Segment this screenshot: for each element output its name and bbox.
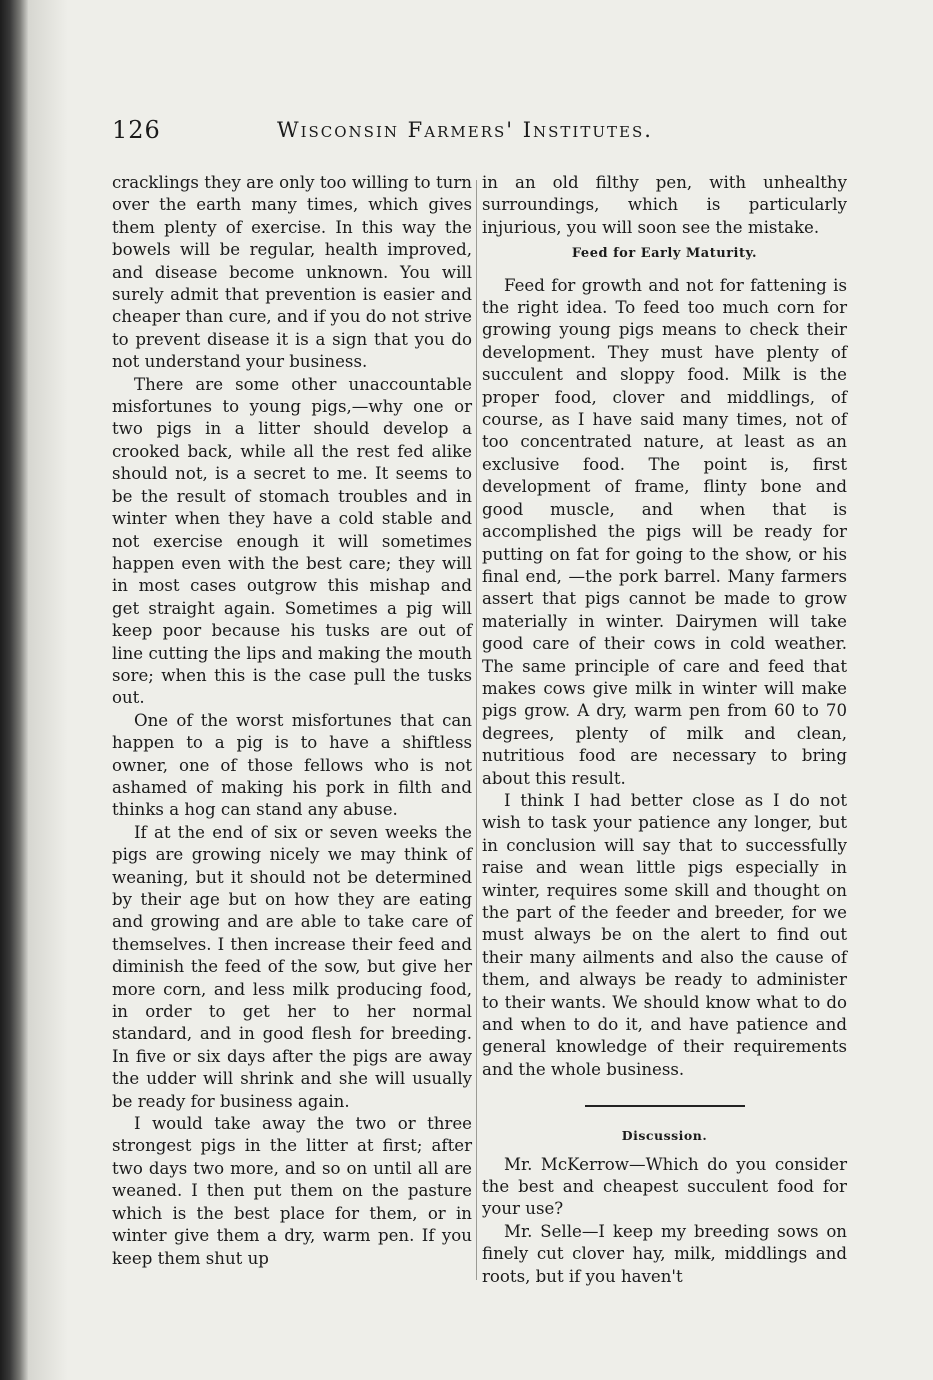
paragraph: If at the end of six or seven weeks the pigs are growing nicely we may think of weaning, but it should not be determined by their age but on how they are eating and growing and are able to take care of themselves. I then increase their feed and diminish the feed of the sow, but give her more corn, and less milk producing food, in order to get her to her normal standard, and in good flesh for breeding. In five or six days after the pigs are away the udder will shrink and she will usually be ready for business again.: [112, 822, 472, 1111]
page-header: [112, 116, 712, 156]
right-column: [482, 172, 847, 1288]
paragraph: Feed for growth and not for fattening is the right idea. To feed too much corn for growing young pigs means to check their development. They must have plenty of succulent and sloppy food. Milk is the proper food, clover and middlings, of course, as I have said many times, not of too concentrated nature, at least as an exclusive food. The point is, first development of frame, flinty bone and good muscle, and when that is accomplished the pigs will be ready for putting on fat for going to the show, or his final end, —the pork barrel. Many farmers assert that pigs cannot be made to grow materially in winter. Dairymen will take good care of their cows in cold weather. The same principle of care and feed that makes cows give milk in winter will make pigs grow. A dry, warm pen from 60 to 70 degrees, plenty of milk and clean, nutritious food are necessary to bring about this result.: [482, 275, 847, 788]
paragraph: in an old filthy pen, with unhealthy surroundings, which is particularly injurious, you will soon see the mistake.: [482, 173, 847, 237]
paragraph: cracklings they are only too willing to turn over the earth many times, which gives them plenty of exercise. In this way the bowels will be regular, health improved, and disease become unknown. You will surely admit that prevention is easier and cheaper than cure, and if you do not strive to prevent disease it is a sign that you do not understand your business.: [112, 173, 472, 372]
section-divider-rule: [585, 1105, 745, 1107]
section-heading-feed: Feed for Early Maturity.: [571, 246, 758, 262]
paragraph: Mr. McKerrow—Which do you consider the best and cheapest succulent food for your use?: [482, 1154, 847, 1219]
column-divider: [476, 180, 477, 1280]
paragraph: There are some other unaccountable misfortunes to young pigs,—why one or two pigs in a litter should develop a crooked back, while all the rest fed alike should not, is a secret to me. It seems to be the result of stomach troubles and in winter when they have a cold stable and not exercise enough it will sometimes happen even with the best care; they will in most cases outgrow this mishap and get straight again. Sometimes a pig will keep poor because his tusks are out of line cutting the lips and making the mouth sore; when this is the case pull the tusks out.: [112, 374, 472, 708]
left-column: [112, 172, 472, 1270]
paragraph: I would take away the two or three strongest pigs in the litter at first; after two days two more, and so on until all are weaned. I then put them on the pasture which is the best place for them, or in winter give them a dry, warm pen. If you keep them shut up: [112, 1114, 472, 1268]
running-head: Wisconsin Farmers' Institutes.: [277, 118, 653, 142]
book-binding-shadow: [0, 0, 28, 1380]
paragraph: Mr. Selle—I keep my breeding sows on finely cut clover hay, milk, middlings and roots, but if you haven't: [482, 1221, 847, 1286]
page-number: 126: [112, 116, 161, 144]
paragraph: I think I had better close as I do not wish to task your patience any longer, but in conclusion will say that to successfully raise and wean little pigs especially in winter, requires some skill and thought on the part of the feeder and breeder, for we must always be on the alert to find out their many ailments and also the cause of them, and always be ready to administer to their wants. We should know what to do and when to do it, and have patience and general knowledge of their requirements and the whole business.: [482, 790, 847, 1079]
paragraph: One of the worst misfortunes that can happen to a pig is to have a shiftless owner, one of those fellows who is not ashamed of making his pork in filth and thinks a hog can stand any abuse.: [112, 710, 472, 820]
section-heading-discussion: Discussion.: [621, 1128, 708, 1144]
